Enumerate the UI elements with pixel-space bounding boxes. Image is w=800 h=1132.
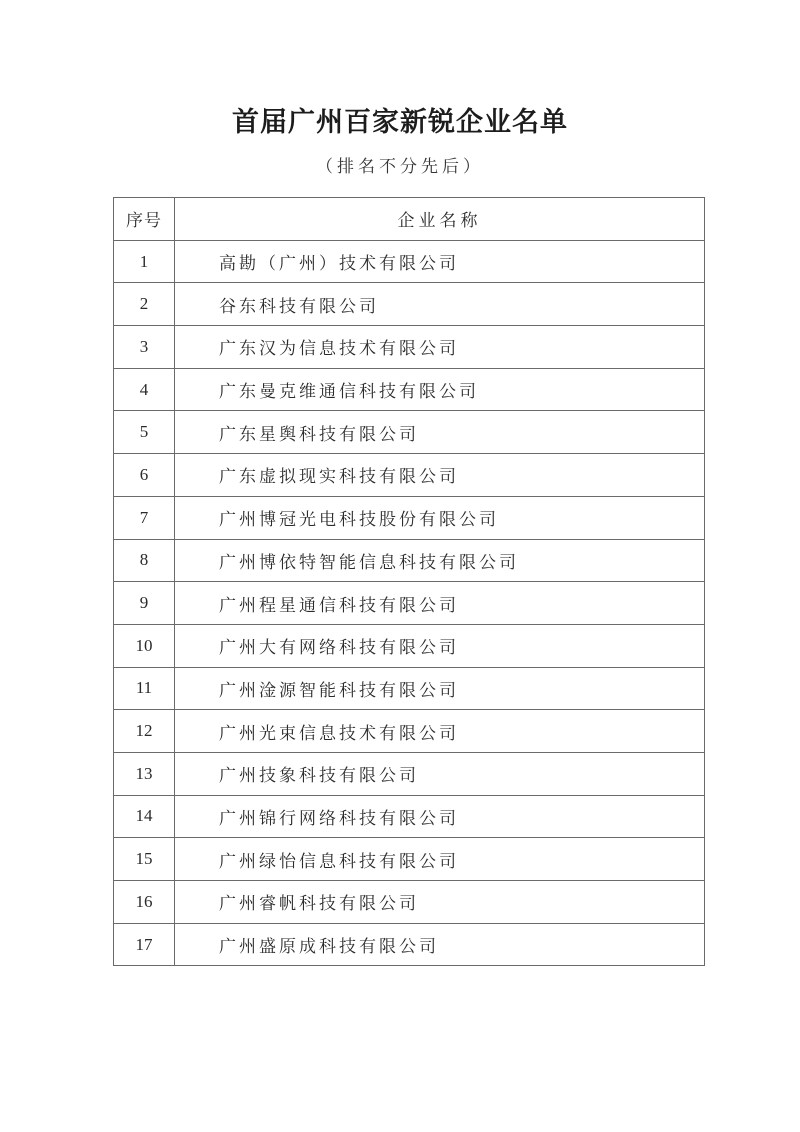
company-list-table: [113, 197, 705, 966]
company-name: 广州博依特智能信息科技有限公司: [175, 539, 705, 582]
company-name: 广州光束信息技术有限公司: [175, 710, 705, 753]
table-row: [114, 881, 705, 924]
table-body: [114, 240, 705, 966]
company-name: 广东虚拟现实科技有限公司: [175, 454, 705, 497]
table-row: [114, 667, 705, 710]
row-number: 16: [114, 881, 175, 924]
row-number: 17: [114, 923, 175, 966]
table-row: [114, 539, 705, 582]
row-number: 12: [114, 710, 175, 753]
company-name: 广东曼克维通信科技有限公司: [175, 368, 705, 411]
row-number: 15: [114, 838, 175, 881]
company-name: 广州锦行网络科技有限公司: [175, 795, 705, 838]
company-name: 广州博冠光电科技股份有限公司: [175, 496, 705, 539]
table-row: [114, 624, 705, 667]
document-subtitle: （排名不分先后）: [316, 157, 484, 177]
table-row: [114, 795, 705, 838]
document-title: 首届广州百家新锐企业名单: [232, 107, 568, 138]
row-number: 4: [114, 368, 175, 411]
row-number: 2: [114, 283, 175, 326]
row-number: 6: [114, 454, 175, 497]
company-name: 广州技象科技有限公司: [175, 752, 705, 795]
table-row: [114, 240, 705, 283]
row-number: 3: [114, 326, 175, 369]
row-number: 11: [114, 667, 175, 710]
table-row: [114, 411, 705, 454]
company-name: 广州睿帆科技有限公司: [175, 881, 705, 924]
table-row: [114, 582, 705, 625]
company-name: 广东汉为信息技术有限公司: [175, 326, 705, 369]
table-row: [114, 923, 705, 966]
table-row: [114, 752, 705, 795]
company-name: 广州盛原成科技有限公司: [175, 923, 705, 966]
row-number: 5: [114, 411, 175, 454]
table-row: [114, 710, 705, 753]
company-name: 高勘（广州）技术有限公司: [175, 240, 705, 283]
company-name: 谷东科技有限公司: [175, 283, 705, 326]
company-name: 广州绿怡信息科技有限公司: [175, 838, 705, 881]
row-number: 8: [114, 539, 175, 582]
row-number: 10: [114, 624, 175, 667]
company-name: 广州淦源智能科技有限公司: [175, 667, 705, 710]
table-row: [114, 326, 705, 369]
table-row: [114, 454, 705, 497]
row-number: 1: [114, 240, 175, 283]
header-number: 序号: [114, 198, 175, 241]
table-header-row: [114, 198, 705, 241]
table-row: [114, 368, 705, 411]
table-row: [114, 283, 705, 326]
company-name: 广州程星通信科技有限公司: [175, 582, 705, 625]
table-row: [114, 838, 705, 881]
header-company-name: 企业名称: [175, 198, 705, 241]
table-row: [114, 496, 705, 539]
row-number: 14: [114, 795, 175, 838]
row-number: 7: [114, 496, 175, 539]
company-name: 广州大有网络科技有限公司: [175, 624, 705, 667]
row-number: 13: [114, 752, 175, 795]
row-number: 9: [114, 582, 175, 625]
company-name: 广东星舆科技有限公司: [175, 411, 705, 454]
